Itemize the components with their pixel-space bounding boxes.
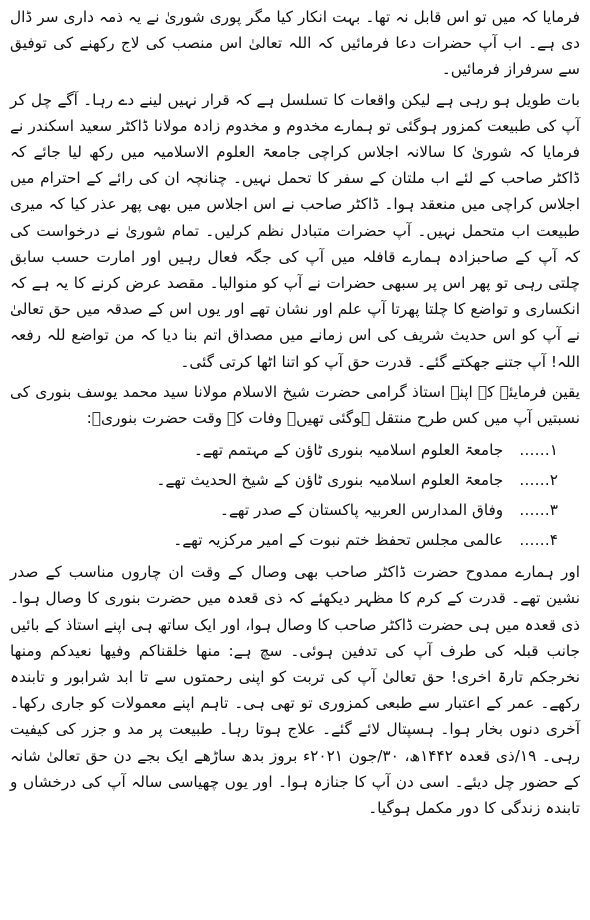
list-item	[10, 435, 558, 465]
paragraph-2: بات طویل ہو رہی ہے لیکن واقعات کا تسلسل ہے کہ قرار نہیں لینے دے رہا۔ آگے چل کر آپ کی طبیعت کمزور ہوگئی تو ہمارے مخدوم و مخدوم زادہ مولانا ڈاکٹر سعید اسکندر نے فرمایا کہ شوریٰ کا سالانہ اجلاس کراچی جامعۃ العلوم الاسلامیہ میں رکھ لیا جائے کہ ڈاکٹر صاحب کے لئے اب ملتان کے سفر کا تحمل نہیں۔ چنانچہ ان کی رائے کے احترام میں اجلاس کراچی میں منعقد ہوا۔ ڈاکٹر صاحب نے اس اجلاس میں بھی پھر عذر کیا کہ میری طبیعت اب متحمل نہیں۔ آپ حضرات متبادل نظم کرلیں۔ تمام شوریٰ نے درخواست کی کہ آپ کے صاحبزادہ ہمارے قافلہ میں آپ کی جگہ فعال رہیں اور امارت حسب سابق چلتی رہی تو پھر اس پر سبھی حضرات نے آپ کو منوالیا۔ مقصد عرض کرنے کا یہ ہے کہ انکساری و تواضع کا چلتا پھرتا آپ علم اور نشان تھے اور یوں اس کے صدقہ میں حق تعالیٰ نے آپ کو اس حدیث شریف کی اس زمانے میں مصداق اتم بنا دیا کہ من تواضع للہ رفعہ اللہ! آپ جتنے جھکتے گئے۔ قدرت حق آپ کو اتنا اٹھا کرتی گئی۔	[10, 90, 580, 371]
list-text: عالمی مجلس تحفظ ختم نبوت کے امیر مرکزیہ تھے۔	[173, 531, 504, 550]
list-number: ……۲	[519, 471, 558, 490]
list-item	[10, 525, 558, 555]
list-number: ……۱	[519, 441, 558, 460]
list-number: ……۴	[519, 531, 558, 550]
list-text: جامعۃ العلوم اسلامیہ بنوری ٹاؤن کے شیخ الحدیث تھے۔	[156, 471, 504, 490]
list-text: وفاق المدارس العربیہ پاکستان کے صدر تھے۔	[219, 501, 504, 520]
list-item	[10, 465, 558, 495]
paragraph-closing: اور ہمارے ممدوح حضرت ڈاکٹر صاحب بھی وصال کے وقت ان چاروں مناسب کے صدر نشین تھے۔ قدرت کے کرم کا مظہر دیکھئے کہ ذی قعدہ میں حضرت بنوری کا وصال ہوا۔ ذی قعدہ میں ہی حضرت ڈاکٹر صاحب کا وصال ہوا، اور ایک ساتھ ہی اپنے استاذ کے بائیں جانب قبلہ کی طرف آپ کی تدفین ہوئی۔ سچ ہے: منھا خلقناکم وفیھا نعیدکم ومنھا نخرجکم تارۃ اخری! حق تعالیٰ آپ کی تربت کو اپنی رحمتوں سے تا ابد شرابور و تابندہ رکھے۔ عمر کے اعتبار سے طبعی کمزوری تو تھی ہی۔ تاہم اپنے معمولات کو جاری رکھا۔ آخری دنوں بخار ہوا۔ ہسپتال لائے گئے۔ علاج ہوتا رہا۔ طبیعت پر مد و جزر کی کیفیت رہی۔ ۱۹/ذی قعدہ ۱۴۴۲ھ، ۳۰/جون ۲۰۲۱ء بروز بدھ ساڑھے ایک بجے دن حق تعالیٰ شانہ کے حضور چل دیئے۔ اسی دن آپ کا جنازہ ہوا۔ اور یوں چھیاسی سالہ آپ کی درخشاں و تابندہ زندگی کا دور مکمل ہوگیا۔	[10, 563, 580, 818]
paragraph-3: یقین فرمایئے کہ اپنے استاذ گرامی حضرت شیخ الاسلام مولانا سید محمد یوسف بنوری کی نسبتیں آپ میں کس طرح منتقل ہوگئی تھیں۔ وفات کے وقت حضرت بنوریؒ:	[10, 382, 580, 428]
numbered-list	[10, 435, 580, 555]
list-text: جامعۃ العلوم اسلامیہ بنوری ٹاؤن کے مہتمم تھے۔	[193, 441, 504, 460]
list-item	[10, 495, 558, 525]
paragraph-1: فرمایا کہ میں تو اس قابل نہ تھا۔ بہت انکار کیا مگر پوری شوریٰ نے یہ ذمہ داری سر ڈال دی ہے۔ اب آپ حضرات دعا فرمائیں کہ اللہ تعالیٰ اس منصب کی لاج رکھنے کی توفیق سے سرفراز فرمائیں۔	[10, 8, 580, 79]
list-number: ……۳	[519, 501, 558, 520]
